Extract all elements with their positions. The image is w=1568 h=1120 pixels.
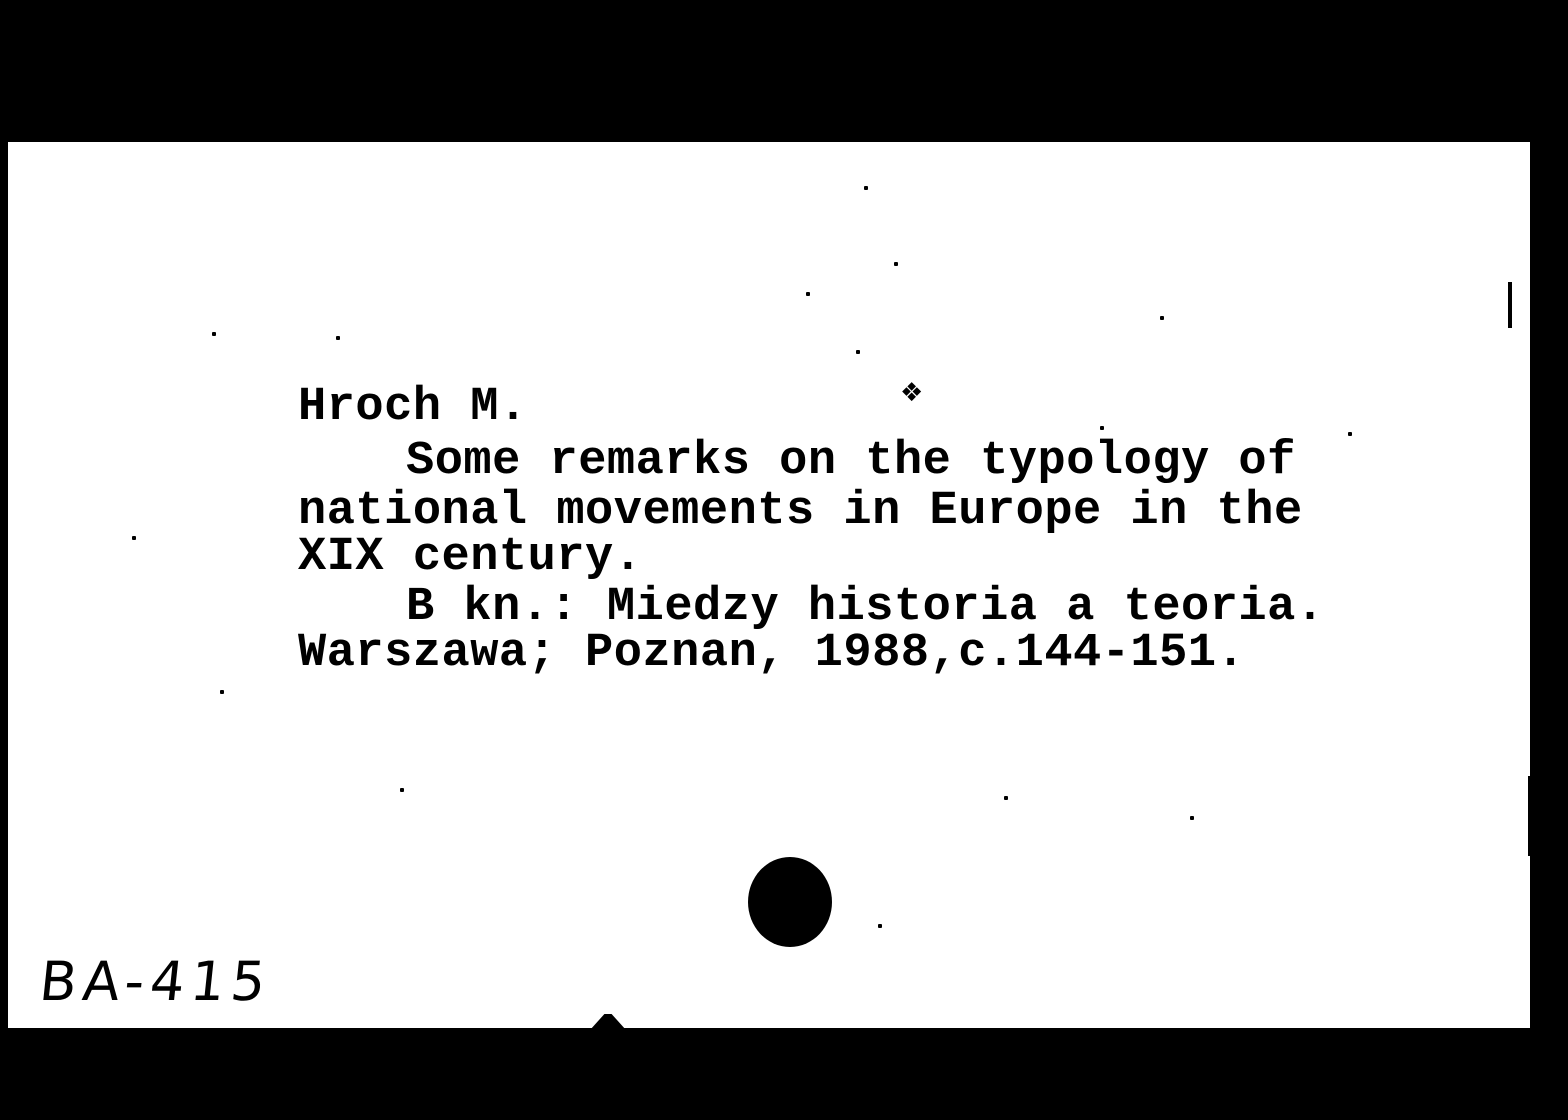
handwritten-shelfmark: BA-415	[36, 950, 275, 1013]
scan-speck	[1190, 816, 1194, 820]
scan-speck	[856, 350, 860, 354]
scan-speck	[220, 690, 224, 694]
scan-speck	[336, 336, 340, 340]
source-line-2: Warszawa; Poznan, 1988,c.144-151.	[298, 627, 1246, 680]
scan-speck	[132, 536, 136, 540]
scan-speck	[878, 924, 882, 928]
title-line-1: Some remarks on the typology of	[406, 435, 1296, 488]
title-line-3: XIX century.	[298, 531, 643, 584]
scan-speck	[806, 292, 810, 296]
ink-mark-icon: ❖	[900, 378, 924, 408]
card-edge-mark	[1534, 626, 1538, 644]
scan-speck	[1160, 316, 1164, 320]
scan-speck	[212, 332, 216, 336]
author-name: Hroch M.	[298, 381, 528, 434]
punch-hole	[748, 857, 832, 947]
scan-speck	[400, 788, 404, 792]
scan-speck	[1004, 796, 1008, 800]
card-edge-mark	[1508, 282, 1512, 328]
scan-speck	[1100, 426, 1104, 430]
scan-speck	[894, 262, 898, 266]
title-line-2: national movements in Europe in the	[298, 485, 1303, 538]
scan-speck	[864, 186, 868, 190]
source-line-1: B kn.: Miedzy historia a teoria.	[406, 581, 1325, 634]
card-edge-mark	[1528, 776, 1532, 856]
bibliographic-entry	[298, 376, 1418, 686]
scan-speck	[1348, 432, 1352, 436]
